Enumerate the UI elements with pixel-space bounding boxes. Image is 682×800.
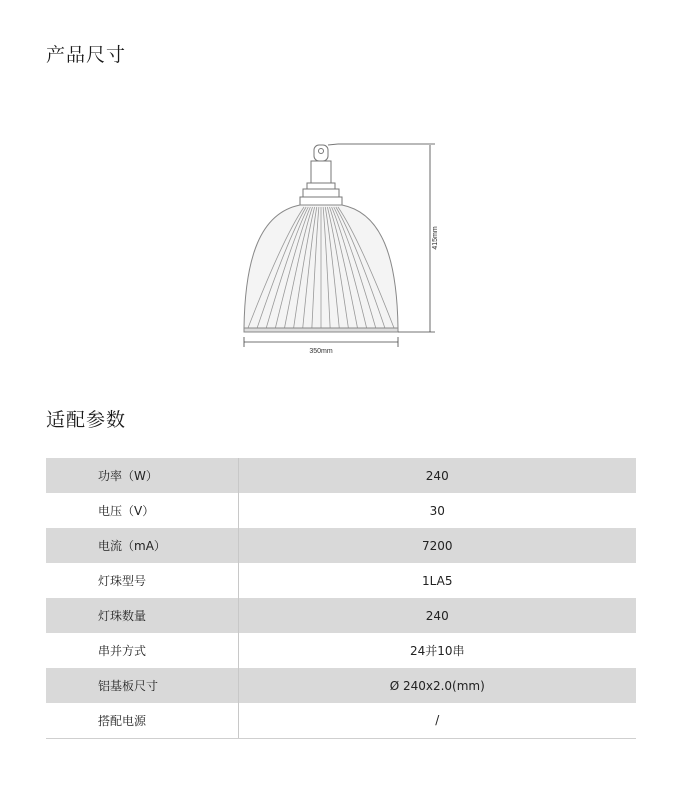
table-row: [46, 703, 636, 738]
param-value: 240: [238, 598, 636, 633]
param-key: 电压（V）: [46, 493, 238, 528]
lamp-shade: [244, 205, 398, 332]
table-row: [46, 598, 636, 633]
params-table: [46, 458, 636, 739]
lamp-dimension-drawing: [230, 138, 450, 356]
param-key: 功率（W）: [46, 458, 238, 493]
product-size-title: 产品尺寸: [46, 44, 127, 66]
table-row: [46, 633, 636, 668]
param-key: 铝基板尺寸: [46, 668, 238, 703]
param-value: 30: [429, 503, 445, 518]
param-key: 搭配电源: [46, 703, 238, 738]
param-value: Ø 240x2.0(mm): [238, 668, 636, 703]
table-row: [46, 563, 636, 598]
param-value: 24并10串: [409, 644, 465, 658]
adapter-params-title: 适配参数: [46, 409, 127, 431]
param-key: 电流（mA）: [46, 528, 238, 563]
param-value: 1LA5: [422, 573, 453, 588]
table-row: [46, 668, 636, 703]
lamp-hook: [300, 144, 342, 205]
param-value: 240: [238, 458, 636, 493]
table-row: [46, 528, 636, 563]
height-dimension-label: 415mm: [432, 226, 439, 250]
param-key: 灯珠型号: [46, 563, 238, 598]
width-dimension-label: 350mm: [309, 348, 333, 355]
param-key: 串并方式: [46, 633, 238, 668]
param-value: /: [238, 703, 636, 738]
table-row: [46, 458, 636, 493]
param-key: 灯珠数量: [46, 598, 238, 633]
param-value: 7200: [238, 528, 636, 563]
table-row: [46, 493, 636, 528]
